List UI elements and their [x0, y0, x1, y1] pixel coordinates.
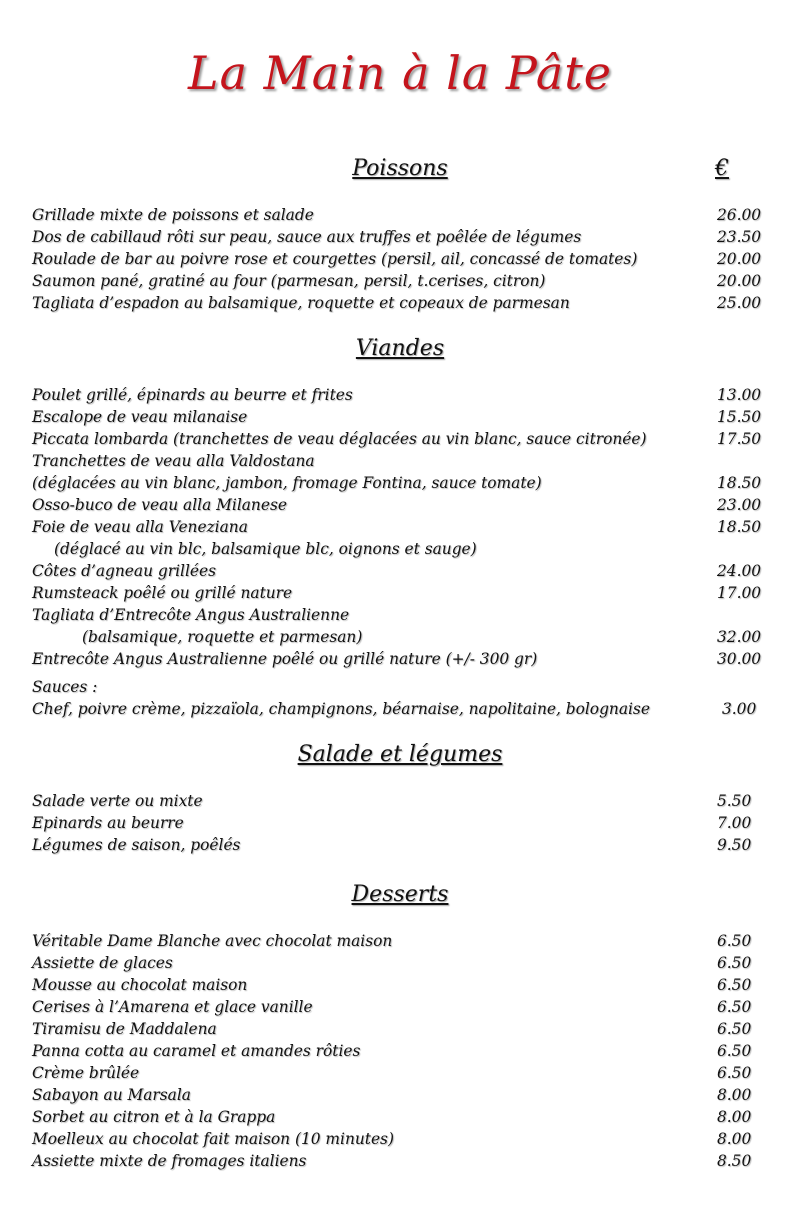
item-name: Tagliata d’Entrecôte Angus Australienne	[32, 606, 350, 624]
sauces-price: 3.00	[722, 700, 757, 718]
item-name: (déglacé au vin blc, balsamique blc, oignons et sauge)	[54, 540, 477, 558]
item-price: 20.00	[717, 250, 762, 268]
item-price: 8.00	[717, 1108, 752, 1126]
item-name: Panna cotta au caramel et amandes rôties	[32, 1042, 361, 1060]
sauces-label-row	[32, 676, 772, 698]
section-heading-poissons: Poissons	[352, 156, 448, 181]
menu-item	[32, 834, 772, 856]
menu-item	[32, 494, 772, 516]
menu-item	[32, 582, 772, 604]
section-heading-salade: Salade et légumes	[297, 742, 503, 767]
item-price: 18.50	[717, 518, 762, 536]
currency-header: €	[715, 156, 729, 181]
menu-item	[32, 560, 772, 582]
item-price: 8.00	[717, 1130, 752, 1148]
menu-item	[32, 472, 772, 494]
menu-item	[32, 538, 772, 560]
section-heading-desserts: Desserts	[351, 882, 449, 907]
item-price: 25.00	[717, 294, 762, 312]
item-name: Mousse au chocolat maison	[32, 976, 248, 994]
item-price: 15.50	[717, 408, 762, 426]
menu-item	[32, 648, 772, 670]
sauces-label: Sauces :	[32, 678, 98, 696]
item-name: Escalope de veau milanaise	[32, 408, 248, 426]
menu-item	[32, 226, 772, 248]
item-price: 7.00	[717, 814, 752, 832]
item-name: Assiette mixte de fromages italiens	[32, 1152, 307, 1170]
item-name: Poulet grillé, épinards au beurre et frites	[32, 386, 353, 404]
item-name: Légumes de saison, poêlés	[32, 836, 241, 854]
item-name: Epinards au beurre	[32, 814, 184, 832]
menu-item	[32, 996, 772, 1018]
menu-item	[32, 974, 772, 996]
item-price: 5.50	[717, 792, 752, 810]
item-price: 8.50	[717, 1152, 752, 1170]
item-name: (déglacées au vin blanc, jambon, fromage Fontina, sauce tomate)	[32, 474, 542, 492]
menu-item	[32, 1018, 772, 1040]
item-price: 6.50	[717, 976, 752, 994]
menu-item	[32, 930, 772, 952]
item-price: 32.00	[717, 628, 762, 646]
sauces-list: Chef, poivre crème, pizzaïola, champignons, béarnaise, napolitaine, bolognaise	[32, 700, 650, 718]
item-price: 26.00	[717, 206, 762, 224]
item-name: Salade verte ou mixte	[32, 792, 203, 810]
item-price: 17.50	[717, 430, 762, 448]
menu-item	[32, 384, 772, 406]
item-name: Sorbet au citron et à la Grappa	[32, 1108, 276, 1126]
item-name: Crème brûlée	[32, 1064, 140, 1082]
item-name: Tranchettes de veau alla Valdostana	[32, 452, 315, 470]
item-name: Rumsteack poêlé ou grillé nature	[32, 584, 293, 602]
item-name: Dos de cabillaud rôti sur peau, sauce aux truffes et poêlée de légumes	[32, 228, 582, 246]
menu-item	[32, 604, 772, 626]
menu-item	[32, 1106, 772, 1128]
menu-item	[32, 1150, 772, 1172]
menu-item	[32, 790, 772, 812]
item-name: Saumon pané, gratiné au four (parmesan, persil, t.cerises, citron)	[32, 272, 546, 290]
menu-item	[32, 1040, 772, 1062]
item-price: 6.50	[717, 998, 752, 1016]
menu-item	[32, 1062, 772, 1084]
menu-item	[32, 1128, 772, 1150]
item-name: Entrecôte Angus Australienne poêlé ou grillé nature (+/- 300 gr)	[32, 650, 538, 668]
item-price: 6.50	[717, 1064, 752, 1082]
item-name: Moelleux au chocolat fait maison (10 minutes)	[32, 1130, 394, 1148]
item-price: 6.50	[717, 1042, 752, 1060]
menu-item	[32, 450, 772, 472]
item-price: 6.50	[717, 954, 752, 972]
menu-item	[32, 270, 772, 292]
item-name: Roulade de bar au poivre rose et courgettes (persil, ail, concassé de tomates)	[32, 250, 638, 268]
item-name: Foie de veau alla Veneziana	[32, 518, 248, 536]
section-heading-viandes: Viandes	[355, 336, 445, 361]
menu-item	[32, 1084, 772, 1106]
menu-item	[32, 292, 772, 314]
menu-item	[32, 428, 772, 450]
item-name: Piccata lombarda (tranchettes de veau déglacées au vin blanc, sauce citronée)	[32, 430, 647, 448]
item-price: 18.50	[717, 474, 762, 492]
item-name: Tagliata d’espadon au balsamique, roquette et copeaux de parmesan	[32, 294, 570, 312]
menu-item	[32, 952, 772, 974]
menu-item	[32, 204, 772, 226]
item-price: 20.00	[717, 272, 762, 290]
item-name: Osso-buco de veau alla Milanese	[32, 496, 287, 514]
item-price: 17.00	[717, 584, 762, 602]
item-name: Véritable Dame Blanche avec chocolat maison	[32, 932, 393, 950]
item-name: Assiette de glaces	[32, 954, 173, 972]
item-price: 23.50	[717, 228, 762, 246]
menu-item	[32, 406, 772, 428]
item-price: 8.00	[717, 1086, 752, 1104]
item-name: Sabayon au Marsala	[32, 1086, 191, 1104]
item-price: 6.50	[717, 932, 752, 950]
menu-item	[32, 516, 772, 538]
item-price: 23.00	[717, 496, 762, 514]
menu-item	[32, 812, 772, 834]
sauces-row	[32, 698, 772, 720]
menu-item	[32, 626, 772, 648]
item-name: Cerises à l’Amarena et glace vanille	[32, 998, 313, 1016]
item-price: 13.00	[717, 386, 762, 404]
restaurant-title: La Main à la Pâte	[188, 46, 612, 100]
item-price: 9.50	[717, 836, 752, 854]
item-price: 30.00	[717, 650, 762, 668]
menu-item	[32, 248, 772, 270]
item-name: Grillade mixte de poissons et salade	[32, 206, 314, 224]
item-price: 6.50	[717, 1020, 752, 1038]
item-price: 24.00	[717, 562, 762, 580]
item-name: Côtes d’agneau grillées	[32, 562, 216, 580]
item-name: (balsamique, roquette et parmesan)	[82, 628, 363, 646]
item-name: Tiramisu de Maddalena	[32, 1020, 217, 1038]
